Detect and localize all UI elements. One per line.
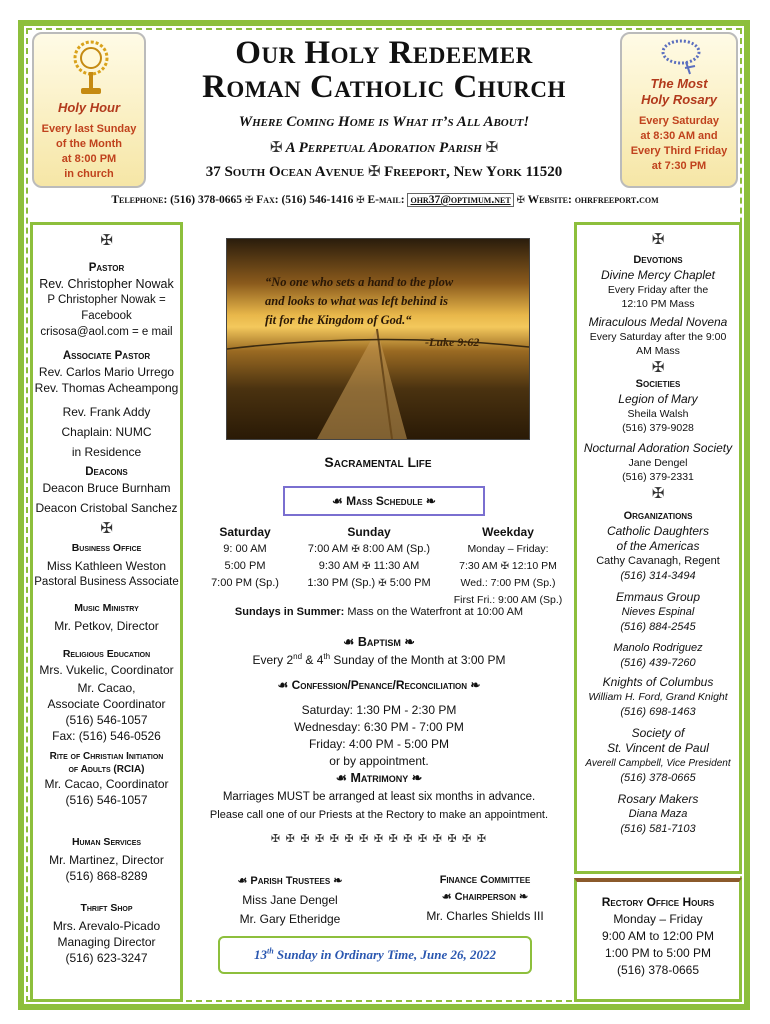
mass-saturday: Saturday 9: 00 AM 5:00 PM 7:00 PM (Sp.) bbox=[211, 525, 279, 589]
mass-sunday: Sunday 7:00 AM ✠ 8:00 AM (Sp.) 9:30 AM ✠ 11:30 AM 1:30 PM (Sp.) ✠ 5:00 PM bbox=[307, 525, 431, 589]
fleuron-icon: ☙ bbox=[343, 635, 355, 649]
mass-weekday: Weekday Monday – Friday: 7:30 AM ✠ 12:10 PM Wed.: 7:00 PM (Sp.) First Fri.: 9:00 AM (Sp.) bbox=[453, 525, 563, 606]
cross-icon: ✠ bbox=[516, 195, 525, 206]
website-link[interactable]: Website: ohrfreeport.com bbox=[527, 194, 659, 206]
fleuron-icon: ☙ bbox=[332, 494, 343, 508]
holy-hour-text: Every last Sunday of the Month at 8:00 PM in church bbox=[41, 123, 137, 180]
quote-text: “No one who sets a hand to the plow and looks to what was left behind is fit for the Kingdom of God.“ bbox=[265, 275, 454, 327]
left-column: ✠ Pastor Rev. Christopher Nowak P Christopher Nowak = Facebook crisosa@aol.com = e mail Associate Pastor Rev. Carlos Mario Urrego Rev. Thomas Acheampong Rev. Frank Addy Chaplain: NUMC in Residence Deacons Deacon Bruce Burnham Deacon Cristobal Sanchez ✠ Business Office Miss Kathleen Weston Pastoral Business Associate Music Ministry Mr. Petkov, Director Religious Education Mrs. Vukelic, Coordinator Mr. Cacao, Associate Coordinator (516) 546-1057 Fax: (516) 546-0526 Rite of Christian Initiation of Adults (RCIA) Mr. Cacao, Coordinator (516) 546-1057 Human Services Mr. Martinez, Director (516) 868-8289 Thrift Shop Mrs. Arevalo-Picado Managing Director (516) 623-3247 bbox=[34, 231, 179, 965]
page-title bbox=[150, 36, 618, 104]
contact-line: Telephone: (516) 378-0665 ✠ Fax: (516) 546-1416 ✠ E-mail: ohr37@optimum.net ✠ Website: ohrfreeport.com bbox=[111, 194, 659, 206]
fleuron-icon: ☙ bbox=[335, 771, 347, 785]
email-link[interactable]: ohr37@optimum.net bbox=[407, 193, 513, 207]
right-column: ✠ Devotions Divine Mercy Chaplet Every Friday after the 12:10 PM Mass Miraculous Medal Novena Every Saturday after the 9:00 AM Mass ✠ Societies Legion of Mary Sheila Walsh (516) 379-9028 Nocturnal Adoration Society Jane Dengel (516) 379-2331 ✠ Organizations Catholic Daughters of the Americas Cathy Cavanagh, Regent (516) 314-3494 Emmaus Group Nieves Espinal (516) 884-2545 Manolo Rodriguez (516) 439-7260 Knights of Columbus William H. Ford, Grand Knight (516) 698-1463 Society of St. Vincent de Paul Averell Campbell, Vice President (516) 378-0665 Rosary Makers Diana Maza (516) 581-7103 bbox=[578, 232, 738, 837]
liturgical-date-box bbox=[218, 936, 532, 974]
sacramental-life-heading: Sacramental Life bbox=[324, 454, 432, 470]
rosary-icon bbox=[656, 36, 706, 80]
parish-trustees: ☙ Parish Trustees ❧ Miss Jane Dengel Mr. Gary Etheridge bbox=[237, 875, 343, 926]
cross-icon: ✠ bbox=[244, 195, 254, 206]
mass-schedule-heading-box: ☙ Mass Schedule ❧ bbox=[283, 486, 485, 516]
human-services-heading: Human Services bbox=[71, 836, 142, 848]
fleuron-icon: ☙ bbox=[237, 875, 248, 887]
confession-times: Saturday: 1:30 PM - 2:30 PM Wednesday: 6:30 PM - 7:00 PM Friday: 4:00 PM - 5:00 PM or by appointment. bbox=[294, 703, 464, 768]
fleuron-icon: ❧ bbox=[333, 875, 343, 887]
fleuron-icon: ☙ bbox=[277, 678, 289, 692]
devotions-heading: Devotions bbox=[633, 254, 683, 266]
baptism-heading: ☙ Baptism ❧ bbox=[343, 635, 415, 649]
cross-icon: ✠ bbox=[651, 358, 665, 376]
quote-reference: -Luke 9:62 bbox=[425, 335, 480, 349]
rectory-hours-heading: Rectory Office Hours bbox=[601, 895, 715, 909]
cross-icon: ✠ bbox=[651, 230, 665, 248]
holy-hour-box bbox=[32, 32, 146, 188]
cross-icon: ✠ bbox=[269, 138, 283, 156]
matrimony-text: Marriages MUST be arranged at least six months in advance. Please call one of our Priests at the Rectory to make an appointment. bbox=[209, 791, 549, 821]
baptism-text: Every 2nd & 4th Sunday of the Month at 3:00 PM bbox=[252, 652, 506, 667]
cross-icon: ✠ bbox=[378, 578, 387, 589]
fleuron-icon: ❧ bbox=[519, 891, 529, 903]
associate-pastor-heading: Associate Pastor bbox=[62, 350, 151, 362]
pastor-email: crisosa@aol.com = e mail bbox=[40, 326, 173, 338]
societies-heading: Societies bbox=[635, 378, 681, 390]
cross-icon: ✠ bbox=[367, 162, 381, 180]
cross-icon: ✠ bbox=[356, 195, 365, 206]
music-ministry-heading: Music Ministry bbox=[74, 602, 139, 614]
finance-committee: Finance Committee ☙ Chairperson ❧ Mr. Charles Shields III bbox=[426, 874, 544, 923]
liturgical-date: 13th Sunday in Ordinary Time, June 26, 2022 bbox=[253, 946, 497, 962]
fleuron-icon: ❧ bbox=[470, 678, 481, 692]
rcia-heading: Rite of Christian Initiation bbox=[49, 751, 164, 762]
cross-icon: ✠ bbox=[651, 484, 665, 502]
monstrance-icon bbox=[72, 40, 110, 96]
fleuron-icon: ☙ bbox=[441, 891, 452, 903]
quote-image bbox=[226, 238, 530, 440]
rosary-text: Every Saturday at 8:30 AM and Every Third Friday at 7:30 PM bbox=[630, 115, 728, 172]
cross-icon: ✠ bbox=[500, 561, 509, 572]
deacons-heading: Deacons bbox=[85, 466, 128, 478]
cross-icon: ✠ bbox=[100, 519, 113, 537]
pastor-heading: Pastor bbox=[88, 262, 125, 274]
rectory-hours: Rectory Office Hours Monday – Friday 9:00 AM to 12:00 PM 1:00 PM to 5:00 PM (516) 378-0665 bbox=[578, 894, 738, 979]
address-line: 37 South Ocean Avenue ✠ Freeport, New York 11520 bbox=[205, 162, 563, 180]
pastor-name: Rev. Christopher Nowak bbox=[39, 277, 174, 291]
cross-icon: ✠ bbox=[362, 561, 371, 572]
fleuron-icon: ❧ bbox=[411, 771, 423, 785]
fleuron-icon: ❧ bbox=[404, 635, 415, 649]
thrift-shop-heading: Thrift Shop bbox=[80, 902, 133, 914]
matrimony-heading: ☙ Matrimony ❧ bbox=[335, 771, 423, 785]
parish-type: ✠ A Perpetual Adoration Parish ✠ bbox=[269, 138, 499, 156]
cross-icon: ✠ bbox=[100, 231, 113, 249]
cross-icon: ✠ bbox=[485, 138, 499, 156]
cross-icon: ✠ bbox=[351, 544, 360, 555]
confession-heading: ☙ Confession/Penance/Reconciliation ❧ bbox=[277, 678, 481, 692]
business-office-heading: Business Office bbox=[71, 542, 142, 554]
rosary-box bbox=[620, 32, 738, 188]
title-line-2: Roman Catholic Church bbox=[202, 69, 566, 105]
title-line-1: Our Holy Redeemer bbox=[235, 35, 533, 71]
fleuron-icon: ❧ bbox=[425, 494, 436, 508]
organizations-heading: Organizations bbox=[623, 510, 693, 522]
summer-mass: Sundays in Summer: Mass on the Waterfront at 10:00 AM bbox=[234, 606, 524, 618]
cross-divider: ✠ ✠ ✠ ✠ ✠ ✠ ✠ ✠ ✠ ✠ ✠ ✠ ✠ ✠ ✠ bbox=[270, 832, 488, 845]
religious-education-heading: Religious Education bbox=[62, 648, 151, 660]
holy-hour-title: Holy Hour bbox=[57, 100, 121, 115]
rosary-title: The Most Holy Rosary bbox=[641, 76, 717, 107]
tagline: Where Coming Home is What it’s All About! bbox=[238, 114, 530, 130]
